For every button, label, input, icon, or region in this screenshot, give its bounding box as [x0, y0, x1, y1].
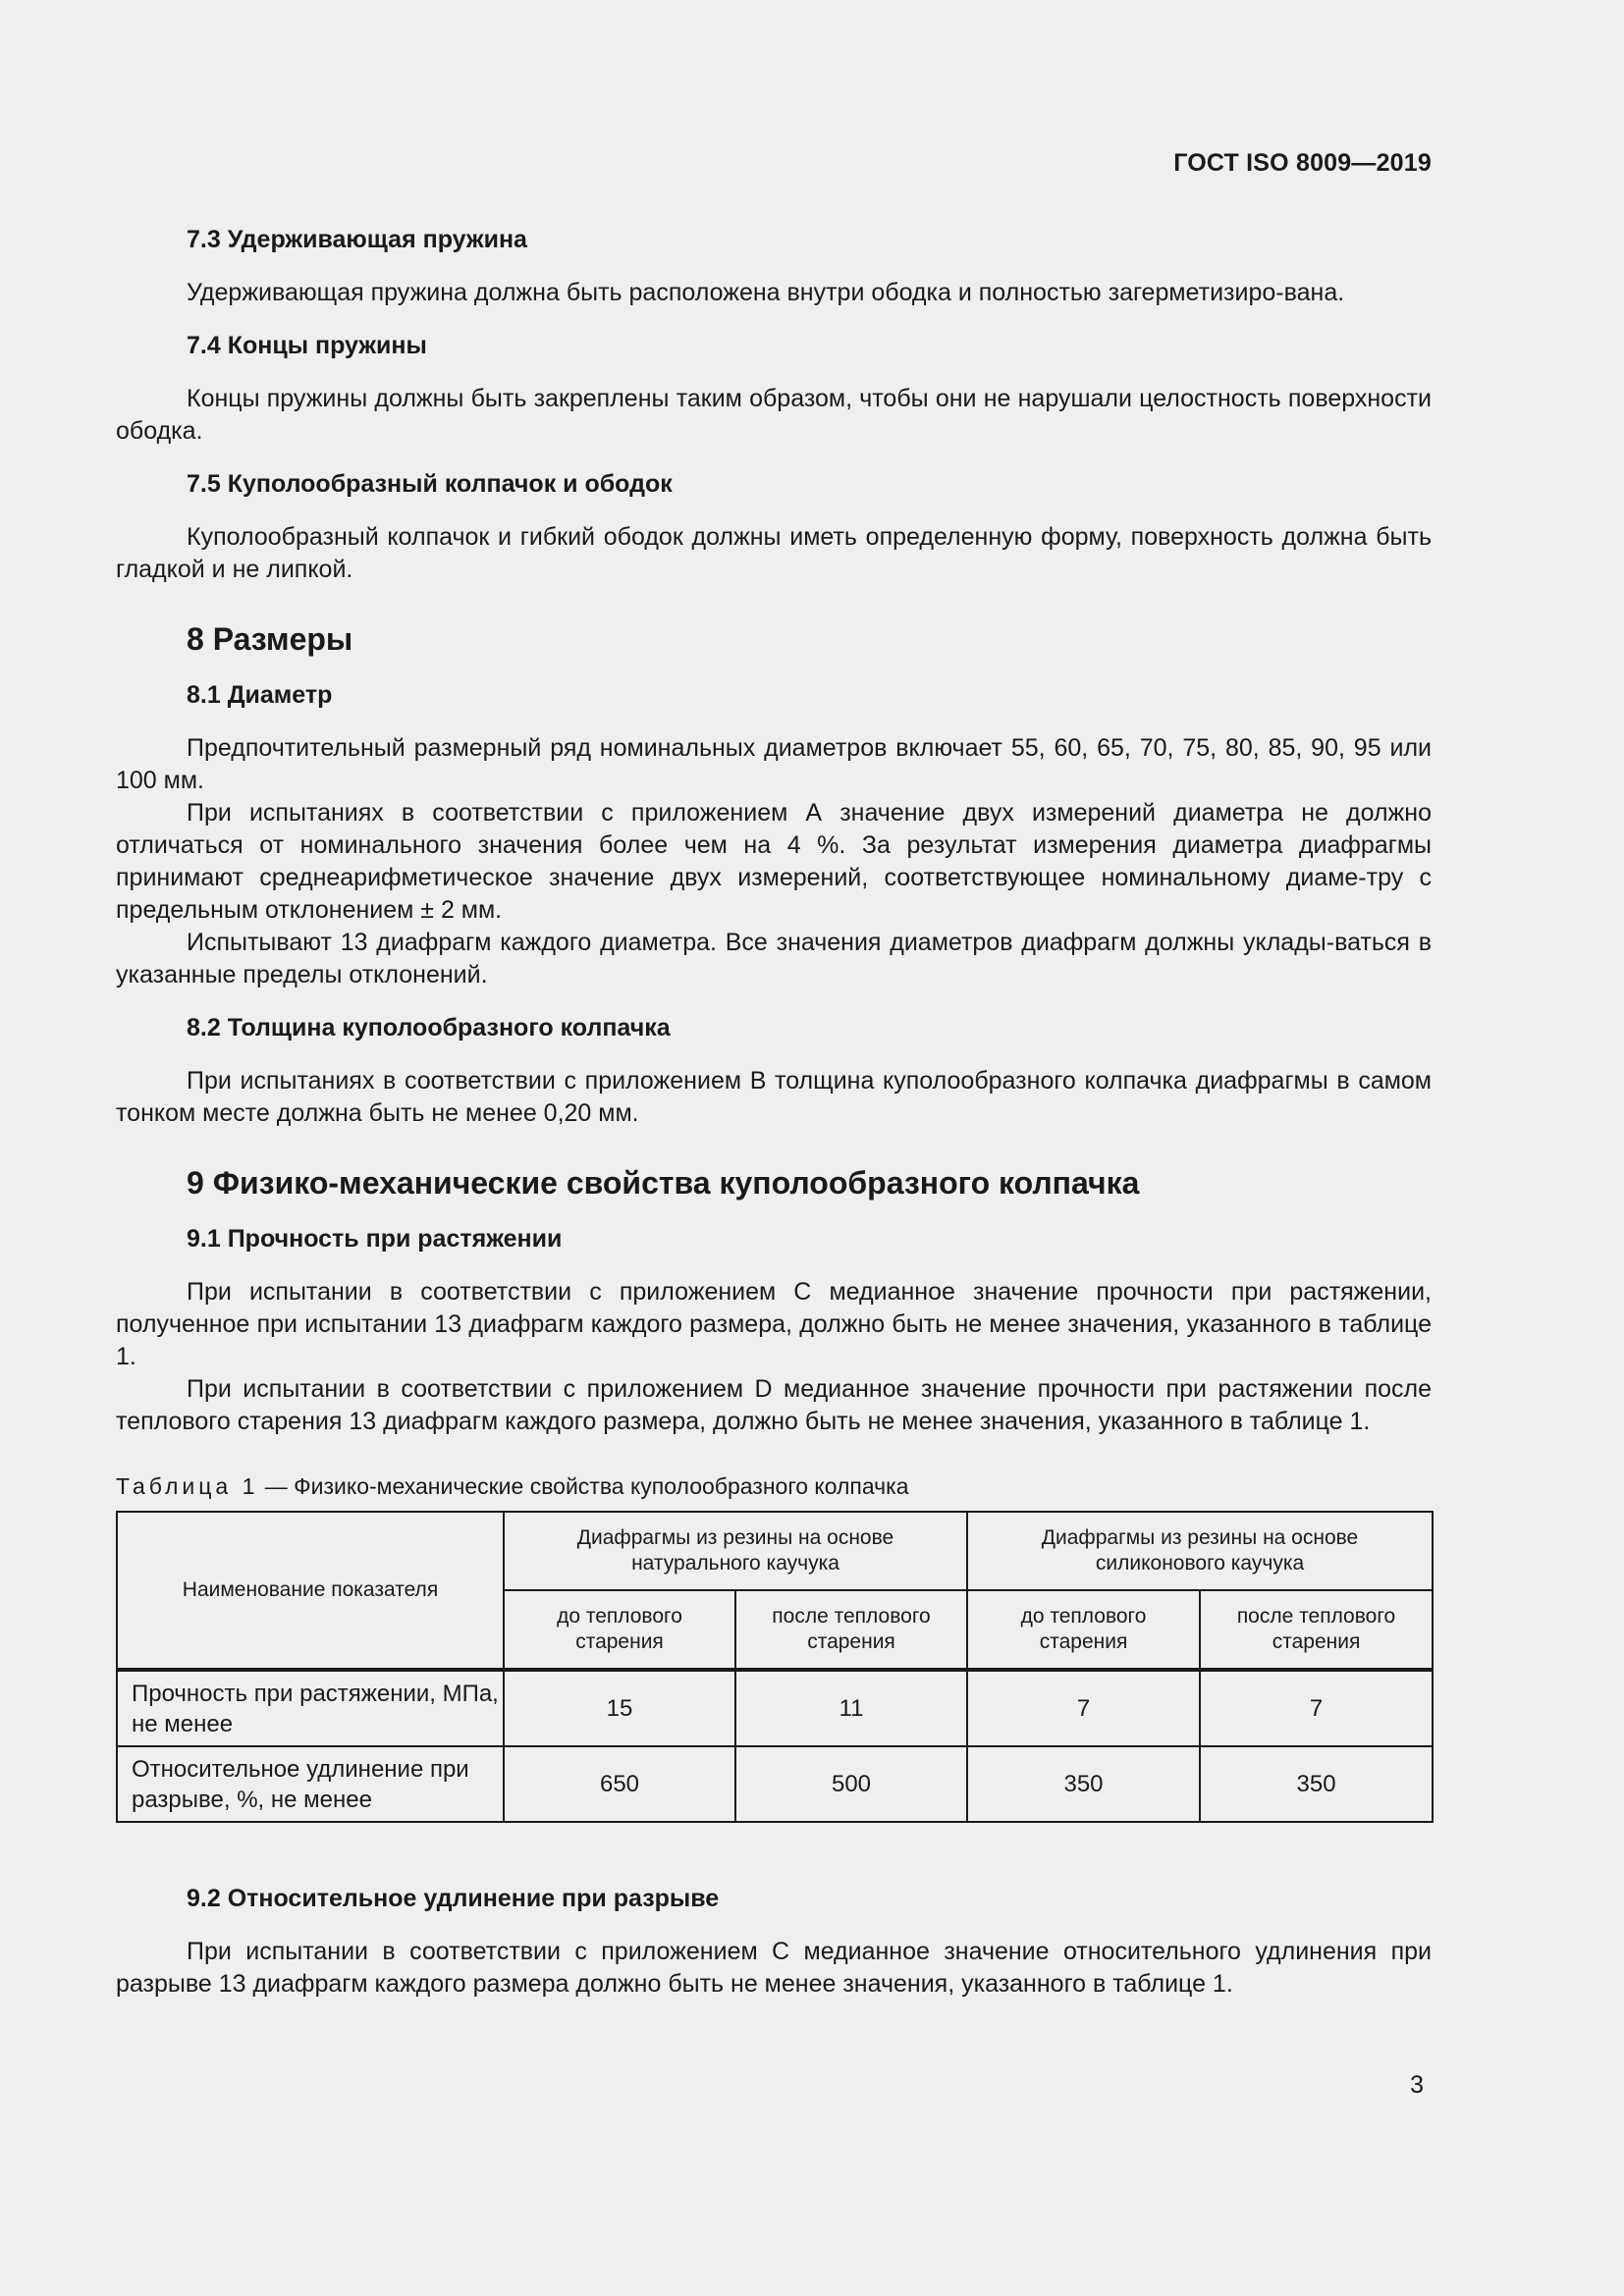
table-cell: 15 — [504, 1670, 735, 1746]
section-9-title: 9 Физико-механические свойства куполообразного колпачка — [187, 1165, 1140, 1201]
table-row-label-tensile-strength: Прочность при растяжении, МПа, не менее — [117, 1670, 504, 1746]
table-row — [117, 1746, 1433, 1822]
section-7-3-text: Удерживающая пружина должна быть расположена внутри ободка и полностью загерметизиро-вана. — [187, 279, 1345, 306]
section-7-5-title: 7.5 Куполообразный колпачок и ободок — [187, 470, 673, 498]
document-header-id: ГОСТ ISO 8009—2019 — [1173, 149, 1432, 177]
section-8-1-para-2: При испытаниях в соответствии с приложением А значение двух измерений диаметра не должно отличаться от номинального значения более чем на 4 %. За результат измерения диаметра диафрагмы принимают среднеарифметическое значение двух измерений, соответствующее номинальному диаме-тру с предельным отклонением ± 2 мм. — [116, 799, 1432, 924]
section-9-2-title: 9.2 Относительное удлинение при разрыве — [187, 1885, 720, 1912]
table-cell: 350 — [1200, 1746, 1433, 1822]
table-1-caption-label: Таблица 1 — [116, 1473, 259, 1499]
section-8-2-text: При испытаниях в соответствии с приложением В толщина куполообразного колпачка диафрагмы в самом тонком месте должна быть не менее 0,20 мм. — [116, 1067, 1432, 1127]
table-subheader-natural-after-aging: после теплового старения — [735, 1590, 967, 1670]
table-row — [117, 1670, 1433, 1746]
table-cell: 650 — [504, 1746, 735, 1822]
section-9-1-para-2: При испытании в соответствии с приложением D медианное значение прочности при растяжении после теплового старения 13 диафрагм каждого размера, должно быть не менее значения, указанного в таблице 1. — [116, 1375, 1432, 1435]
section-7-3-title: 7.3 Удерживающая пружина — [187, 226, 527, 253]
table-header-natural-rubber: Диафрагмы из резины на основе натурального каучука — [504, 1512, 967, 1590]
section-8-1-para-1: Предпочтительный размерный ряд номинальных диаметров включает 55, 60, 65, 70, 75, 80, 85, 90, 95 или 100 мм. — [116, 734, 1432, 794]
table-1-caption — [116, 1471, 1432, 1501]
section-7-5-text: Куполообразный колпачок и гибкий ободок должны иметь определенную форму, поверхность должна быть гладкой и не липкой. — [116, 523, 1432, 583]
table-cell: 500 — [735, 1746, 967, 1822]
table-subheader-silicone-before-aging: до теплового старения — [967, 1590, 1200, 1670]
document-body — [116, 224, 1432, 2001]
table-header-silicone-rubber: Диафрагмы из резины на основе силиконового каучука — [967, 1512, 1433, 1590]
table-cell: 11 — [735, 1670, 967, 1746]
section-8-1-para-3: Испытывают 13 диафрагм каждого диаметра. Все значения диаметров диафрагм должны уклады-ваться в указанные пределы отклонений. — [116, 929, 1432, 988]
section-7-4-text: Концы пружины должны быть закреплены таким образом, чтобы они не нарушали целостность поверхности ободка. — [116, 385, 1432, 445]
table-1-caption-text: — Физико-механические свойства куполообразного колпачка — [258, 1473, 909, 1499]
table-1 — [116, 1511, 1434, 1823]
section-8-title: 8 Размеры — [187, 621, 353, 657]
section-9-1-para-1: При испытании в соответствии с приложением С медианное значение прочности при растяжении, полученное при испытании 13 диафрагм каждого размера, должно быть не менее значения, указанного в таблице 1. — [116, 1278, 1432, 1370]
document-page — [116, 0, 1432, 2296]
section-7-4-title: 7.4 Концы пружины — [187, 332, 427, 359]
table-subheader-natural-before-aging: до теплового старения — [504, 1590, 735, 1670]
section-9-1-title: 9.1 Прочность при растяжении — [187, 1225, 563, 1253]
section-9-2-text: При испытании в соответствии с приложением С медианное значение относительного удлинения при разрыве 13 диафрагм каждого размера должно быть не менее значения, указанного в таблице 1. — [116, 1938, 1432, 1998]
table-header-parameter: Наименование показателя — [117, 1512, 504, 1670]
table-row-label-elongation: Относительное удлинение при разрыве, %, не менее — [117, 1746, 504, 1822]
table-cell: 350 — [967, 1746, 1200, 1822]
page-number: 3 — [1410, 2071, 1424, 2099]
section-8-2-title: 8.2 Толщина куполообразного колпачка — [187, 1014, 671, 1041]
table-cell: 7 — [1200, 1670, 1433, 1746]
table-cell: 7 — [967, 1670, 1200, 1746]
table-subheader-silicone-after-aging: после теплового старения — [1200, 1590, 1433, 1670]
section-8-1-title: 8.1 Диаметр — [187, 681, 333, 709]
